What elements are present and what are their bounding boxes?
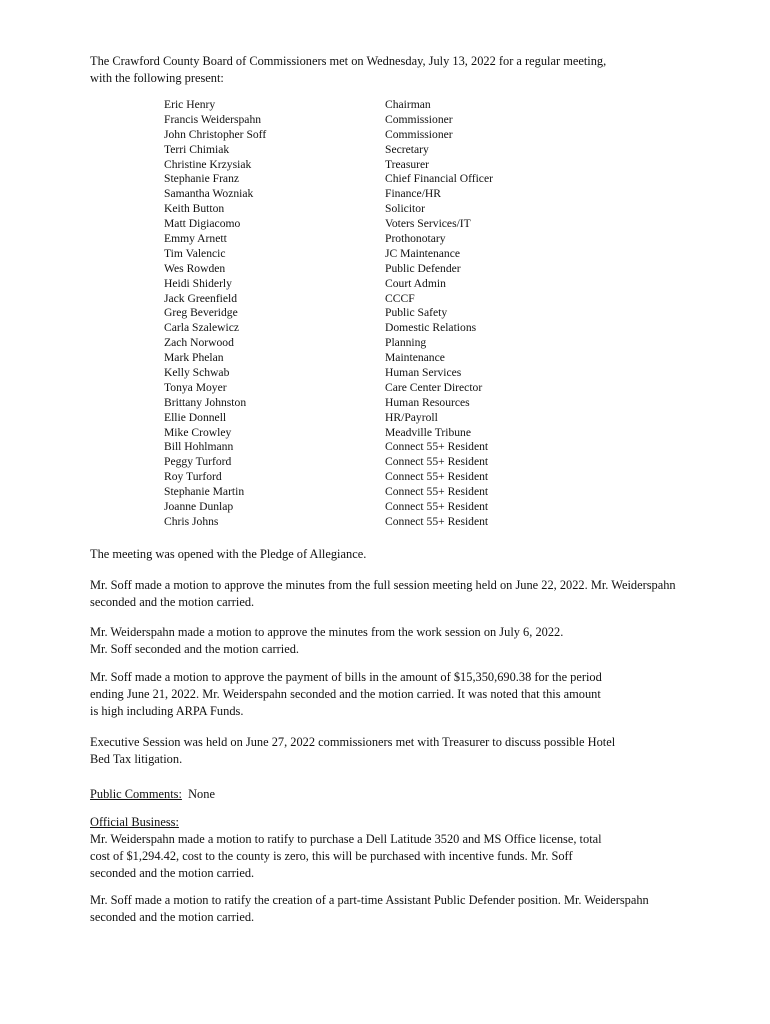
attendee-name: Peggy Turford bbox=[164, 455, 232, 469]
attendee-title: Care Center Director bbox=[385, 380, 483, 394]
attendee-name: Heidi Shiderly bbox=[164, 276, 232, 290]
minutes-full-line-1: Mr. Soff made a motion to approve the minutes from the full session meeting held on June 22, 2022. Mr. Weiderspahn bbox=[90, 578, 676, 592]
attendee-title: Connect 55+ Resident bbox=[385, 514, 489, 528]
bills-line-1: Mr. Soff made a motion to approve the payment of bills in the amount of $15,350,690.38 for the period bbox=[90, 670, 602, 684]
attendee-name: Mike Crowley bbox=[164, 425, 232, 439]
pledge-paragraph bbox=[90, 546, 762, 563]
attendee-title: Commissioner bbox=[385, 112, 453, 126]
attendee-title: Prothonotary bbox=[385, 232, 446, 246]
public-comments-paragraph bbox=[90, 786, 762, 803]
attendee-name: Christine Krzysiak bbox=[164, 157, 252, 171]
attendee-title: Finance/HR bbox=[385, 187, 442, 201]
intro-line-1: The Crawford County Board of Commissioners met on Wednesday, July 13, 2022 for a regular meeting, bbox=[90, 54, 607, 68]
bills-line-2: ending June 21, 2022. Mr. Weiderspahn seconded and the motion carried. It was noted that this amount bbox=[90, 687, 601, 701]
attendee-name: Emmy Arnett bbox=[164, 232, 227, 246]
attendee-name: Roy Turford bbox=[164, 470, 222, 484]
attendee-name: Kelly Schwab bbox=[164, 366, 230, 380]
attendee-row bbox=[164, 455, 564, 470]
attendee-title: Maintenance bbox=[385, 351, 445, 365]
attendee-name: Terri Chimiak bbox=[164, 142, 230, 156]
attendee-name: Tonya Moyer bbox=[164, 380, 227, 394]
attendee-name: Stephanie Martin bbox=[164, 485, 245, 499]
attendee-name: Tim Valencic bbox=[164, 246, 226, 260]
attendee-row bbox=[164, 128, 564, 143]
attendee-title: Domestic Relations bbox=[385, 321, 477, 335]
attendee-name: Brittany Johnston bbox=[164, 395, 247, 409]
attendee-row bbox=[164, 306, 564, 321]
attendee-title: Solicitor bbox=[385, 202, 425, 216]
attendee-name: Jack Greenfield bbox=[164, 291, 238, 305]
attendee-title: Public Defender bbox=[385, 261, 461, 275]
attendee-row bbox=[164, 381, 564, 396]
attendee-title: Human Services bbox=[385, 366, 462, 380]
attendee-title: Planning bbox=[385, 336, 427, 350]
attendee-row bbox=[164, 336, 564, 351]
attendee-title: Human Resources bbox=[385, 395, 470, 409]
attendee-name: Joanne Dunlap bbox=[164, 500, 234, 514]
attendee-title: Connect 55+ Resident bbox=[385, 470, 489, 484]
attendee-title: Connect 55+ Resident bbox=[385, 455, 489, 469]
intro-line-2: with the following present: bbox=[90, 71, 224, 85]
attendee-title: Chairman bbox=[385, 98, 431, 111]
attendee-name: Ellie Donnell bbox=[164, 410, 227, 424]
attendee-title: Commissioner bbox=[385, 127, 453, 141]
attendee-row bbox=[164, 98, 564, 113]
attendee-row bbox=[164, 292, 564, 307]
attendee-name: Stephanie Franz bbox=[164, 172, 240, 186]
official-business-line-2: cost of $1,294.42, cost to the county is zero, this will be purchased with incentive funds. Mr. Soff bbox=[90, 849, 573, 863]
bills-paragraph bbox=[90, 669, 762, 720]
intro-paragraph bbox=[90, 53, 762, 87]
attendee-name: Greg Beveridge bbox=[164, 306, 238, 320]
pledge-line: The meeting was opened with the Pledge of Allegiance. bbox=[90, 547, 367, 561]
official-business-line-1: Mr. Weiderspahn made a motion to ratify to purchase a Dell Latitude 3520 and MS Office license, total bbox=[90, 832, 602, 846]
attendee-title: Connect 55+ Resident bbox=[385, 500, 489, 514]
minutes-work-line-2: Mr. Soff seconded and the motion carried. bbox=[90, 642, 299, 656]
attendee-row bbox=[164, 202, 564, 217]
attendee-name: Keith Button bbox=[164, 202, 225, 216]
attendee-title: Secretary bbox=[385, 142, 429, 156]
attendee-row bbox=[164, 366, 564, 381]
attendee-title: JC Maintenance bbox=[385, 246, 461, 260]
attendee-name: Wes Rowden bbox=[164, 261, 226, 275]
attendee-title: HR/Payroll bbox=[385, 410, 438, 424]
defender-line-2: seconded and the motion carried. bbox=[90, 910, 255, 924]
attendee-row bbox=[164, 515, 564, 530]
attendee-title: Connect 55+ Resident bbox=[385, 440, 489, 454]
minutes-full-line-2: seconded and the motion carried. bbox=[90, 595, 255, 609]
attendee-row bbox=[164, 113, 564, 128]
executive-paragraph bbox=[90, 734, 762, 768]
attendee-row bbox=[164, 232, 564, 247]
attendee-name: Samantha Wozniak bbox=[164, 187, 254, 201]
official-business-heading: Official Business: bbox=[90, 815, 179, 829]
attendee-name: Francis Weiderspahn bbox=[164, 112, 262, 126]
defender-line-1: Mr. Soff made a motion to ratify the creation of a part-time Assistant Public Defender position. Mr. Weiderspahn bbox=[90, 893, 649, 907]
attendee-name: Mark Phelan bbox=[164, 351, 224, 365]
official-business-paragraph bbox=[90, 814, 762, 882]
attendee-name: Bill Hohlmann bbox=[164, 440, 234, 454]
attendee-row bbox=[164, 470, 564, 485]
minutes-full-paragraph bbox=[90, 577, 762, 611]
attendee-title: Court Admin bbox=[385, 276, 446, 290]
attendee-row bbox=[164, 217, 564, 232]
attendee-row bbox=[164, 411, 564, 426]
attendee-row bbox=[164, 485, 564, 500]
attendee-row bbox=[164, 247, 564, 262]
attendee-title: Voters Services/IT bbox=[385, 217, 471, 231]
attendee-row bbox=[164, 277, 564, 292]
attendee-row bbox=[164, 321, 564, 336]
attendee-row bbox=[164, 440, 564, 455]
public-comments-label: Public Comments: bbox=[90, 787, 182, 801]
attendee-name: John Christopher Soff bbox=[164, 127, 267, 141]
minutes-work-line-1: Mr. Weiderspahn made a motion to approve the minutes from the work session on July 6, 2022. bbox=[90, 625, 564, 639]
attendee-name: Eric Henry bbox=[164, 98, 216, 111]
attendee-title: Public Safety bbox=[385, 306, 448, 320]
public-comments-value: None bbox=[188, 787, 215, 801]
attendee-name: Chris Johns bbox=[164, 514, 219, 528]
attendee-name: Matt Digiacomo bbox=[164, 217, 241, 231]
attendee-name: Carla Szalewicz bbox=[164, 321, 239, 335]
attendee-row bbox=[164, 172, 564, 187]
attendee-title: Connect 55+ Resident bbox=[385, 485, 489, 499]
attendee-title: Treasurer bbox=[385, 157, 430, 171]
attendee-title: Chief Financial Officer bbox=[385, 172, 493, 186]
attendee-row bbox=[164, 187, 564, 202]
attendee-row bbox=[164, 262, 564, 277]
attendee-title: Meadville Tribune bbox=[385, 425, 471, 439]
attendee-row bbox=[164, 500, 564, 515]
defender-paragraph bbox=[90, 892, 762, 926]
attendee-list bbox=[164, 98, 564, 530]
attendee-row bbox=[164, 396, 564, 411]
attendee-row bbox=[164, 143, 564, 158]
attendee-title: CCCF bbox=[385, 291, 415, 305]
executive-line-2: Bed Tax litigation. bbox=[90, 752, 183, 766]
official-business-line-3: seconded and the motion carried. bbox=[90, 866, 255, 880]
attendee-row bbox=[164, 351, 564, 366]
executive-line-1: Executive Session was held on June 27, 2022 commissioners met with Treasurer to discuss possible Hotel bbox=[90, 735, 616, 749]
bills-line-3: is high including ARPA Funds. bbox=[90, 704, 244, 718]
minutes-work-paragraph bbox=[90, 624, 762, 658]
attendee-row bbox=[164, 426, 564, 441]
attendee-row bbox=[164, 158, 564, 173]
attendee-name: Zach Norwood bbox=[164, 336, 234, 350]
